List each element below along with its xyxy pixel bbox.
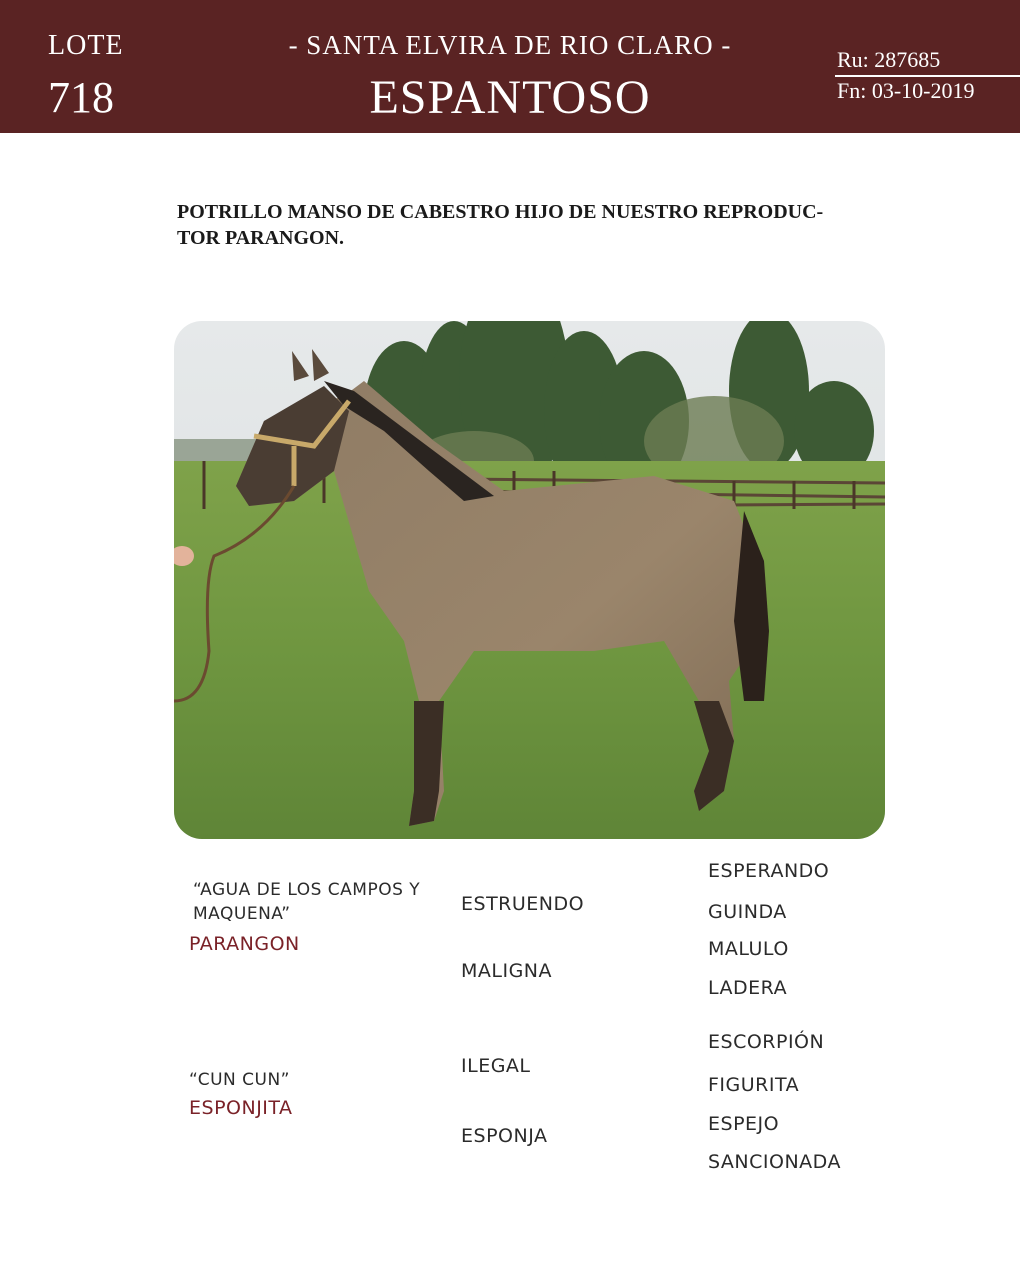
- description: [177, 199, 867, 251]
- header-bar: [0, 0, 1020, 133]
- gen3-3: MALULO: [708, 938, 789, 960]
- gen3-2: GUINDA: [708, 901, 787, 923]
- gen3-1: ESPERANDO: [708, 860, 830, 882]
- horse-name: ESPANTOSO: [369, 71, 651, 124]
- gen3-8: SANCIONADA: [708, 1151, 841, 1173]
- farm-name: - SANTA ELVIRA DE RIO CLARO -: [288, 30, 732, 60]
- lote-number: 718: [48, 73, 114, 122]
- dam-sire: ILEGAL: [461, 1055, 531, 1077]
- horse-photo: [174, 321, 885, 839]
- dam-name: ESPONJITA: [189, 1097, 293, 1119]
- divider: [835, 75, 1020, 77]
- registration-number: Ru: 287685: [837, 47, 941, 72]
- sire-name: PARANGON: [189, 933, 300, 955]
- dam-nickname: “CUN CUN”: [189, 1070, 290, 1090]
- dam-dam: ESPONJA: [461, 1125, 548, 1147]
- gen3-6: FIGURITA: [708, 1074, 800, 1096]
- sire-dam: MALIGNA: [461, 960, 553, 982]
- description-text: POTRILLO MANSO DE CABESTRO HIJO DE NUESTRO REPRODUC- TOR PARANGON.: [177, 201, 824, 249]
- gen3-4: LADERA: [708, 977, 788, 999]
- lote-label: LOTE: [48, 30, 124, 61]
- sire-nickname-line2: MAQUENA”: [193, 904, 291, 924]
- birth-date: Fn: 03-10-2019: [837, 78, 975, 103]
- sire-sire: ESTRUENDO: [461, 893, 585, 915]
- gen3-5: ESCORPIÓN: [708, 1031, 825, 1053]
- gen3-7: ESPEJO: [708, 1113, 780, 1135]
- sire-nickname-line1: “AGUA DE LOS CAMPOS Y: [193, 880, 421, 900]
